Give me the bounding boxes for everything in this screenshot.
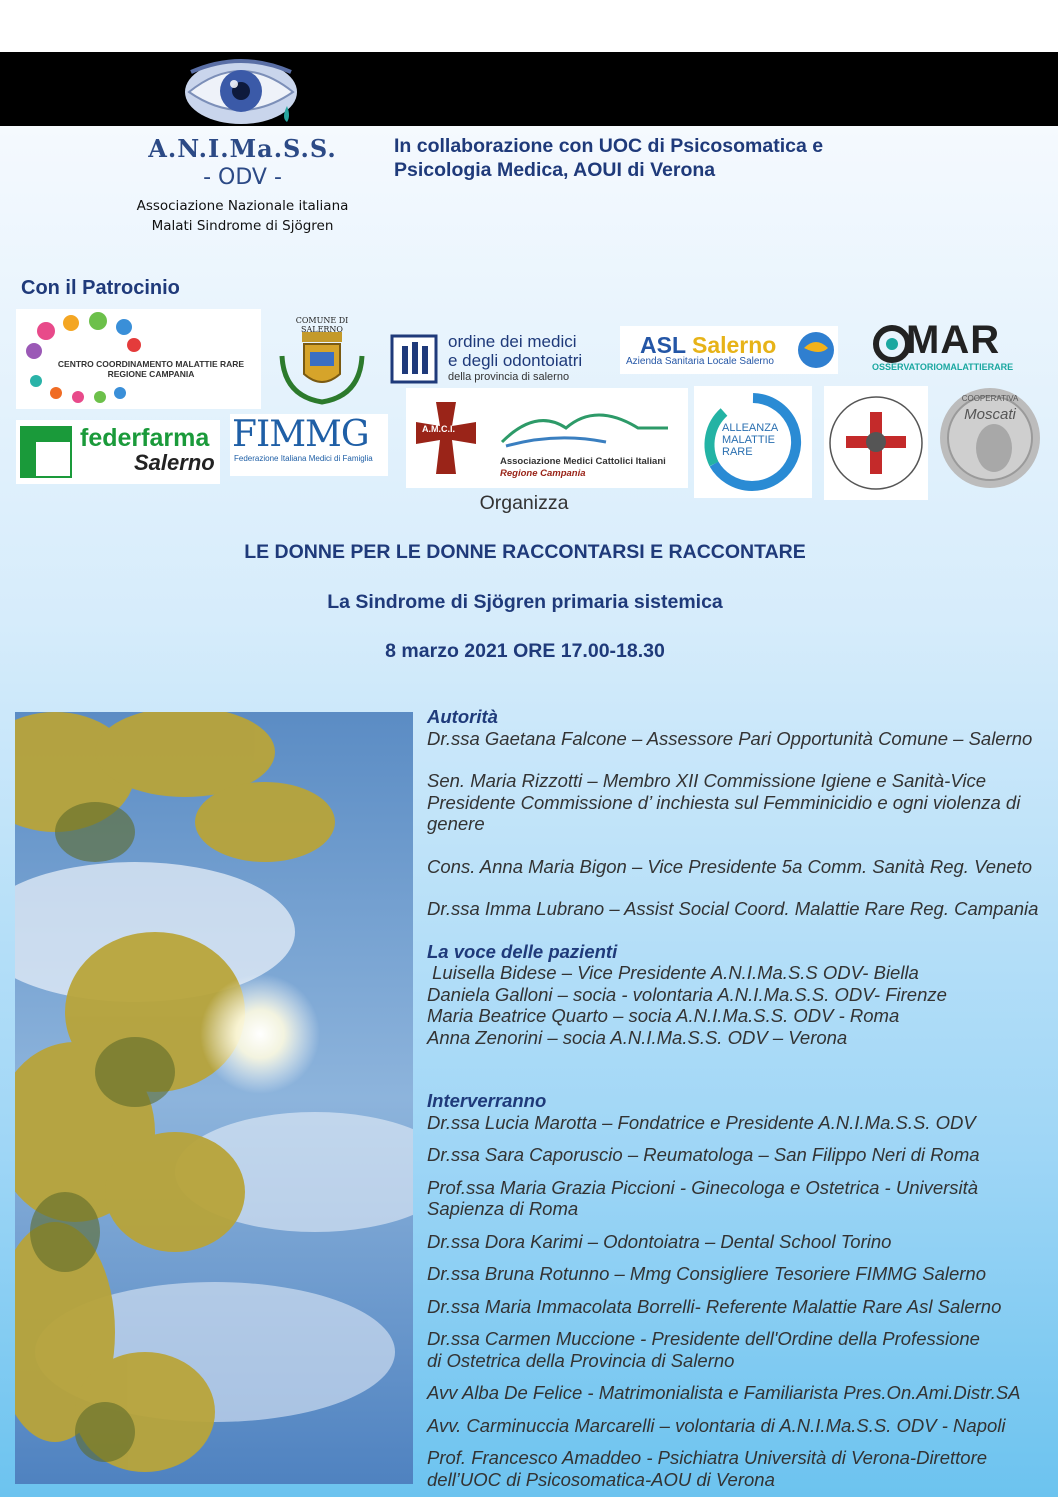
ordine-ostetrica-logo — [824, 386, 928, 500]
patrocinio-label: Con il Patrocinio — [21, 277, 180, 299]
association-line-2: Malati Sindrome di Sjögren — [151, 218, 334, 234]
speaker-item: Sapienza di Roma — [427, 1198, 579, 1219]
speaker-item: Dr.ssa Maria Immacolata Borrelli- Referente Malattie Rare Asl Salerno — [427, 1295, 1002, 1317]
fimmg-logo — [230, 414, 388, 476]
autorita-item: Dr.ssa Gaetana Falcone – Assessore Pari Opportunità Comune – Salerno — [427, 727, 1033, 749]
moscati-name: Moscati — [964, 406, 1016, 423]
ordine-line-2: e degli odontoiatri — [448, 351, 583, 370]
amci-logo — [406, 388, 688, 488]
autorita-heading: Autorità — [427, 706, 498, 727]
ordine-icon — [390, 330, 440, 386]
asl-salerno-logo — [620, 326, 838, 374]
moscati-logo — [938, 386, 1042, 492]
ostetrica-seal-icon — [824, 386, 928, 500]
asl-word: ASL — [640, 332, 692, 358]
ordine-line-3: della provincia di salerno — [448, 371, 570, 383]
ccmr-line-1: CENTRO COORDINAMENTO MALATTIE RARE — [57, 359, 245, 369]
interverranno-heading: Interverranno — [427, 1090, 547, 1111]
organizza-label: Organizza — [479, 492, 569, 514]
association-line-1: Associazione Nazionale italiana — [136, 198, 349, 214]
asl-subtitle: Azienda Sanitaria Locale Salerno — [626, 356, 774, 367]
speaker-item: dell’UOC di Psicosomatica-AOU di Verona — [427, 1468, 775, 1490]
top-margin — [0, 0, 1058, 52]
speaker-item: Dr.ssa Carmen Muccione - Presidente dell'Ordine della Professione — [427, 1328, 980, 1349]
eye-logo-icon — [185, 58, 301, 126]
collaboration-text — [394, 134, 823, 182]
ccmr-logo — [16, 309, 261, 409]
omar-logo — [868, 318, 1020, 374]
comune-salerno-logo — [274, 316, 370, 406]
ordine-line-1: ordine dei medici — [448, 332, 577, 351]
pazienti-item: Anna Zenorini – socia A.N.I.Ma.S.S. ODV – Verona — [427, 1026, 848, 1048]
amci-region: Regione Campania — [500, 468, 586, 479]
speaker-item: Avv Alba De Felice - Matrimonialista e Familiarista Pres.On.Ami.Distr.SA — [427, 1382, 1021, 1403]
fimmg-subtitle: Federazione Italiana Medici di Famiglia — [234, 454, 373, 463]
alleanza-line-1: ALLEANZA — [722, 422, 779, 434]
ordine-text — [448, 332, 582, 384]
ordine-medici-logo — [390, 330, 595, 388]
speaker-item: Dr.ssa Bruna Rotunno – Mmg Consigliere Tesoriere FIMMG Salerno — [427, 1263, 986, 1284]
association-name: A.N.I.Ma.S.S. — [148, 134, 337, 163]
speaker-item: Dr.ssa Lucia Marotta – Fondatrice e Presidente A.N.I.Ma.S.S. ODV — [427, 1111, 976, 1133]
omar-title: MAR — [906, 318, 1001, 362]
speaker-item: di Ostetrica della Provincia di Salerno — [427, 1349, 735, 1371]
autorita-item: Dr.ssa Imma Lubrano – Assist Social Coord. Malattie Rare Reg. Campania — [427, 898, 1039, 919]
federfarma-logo — [16, 420, 220, 484]
alleanza-line-2: MALATTIE — [722, 434, 775, 446]
collaboration-line-1: In collaborazione con UOC di Psicosomatica e — [394, 135, 824, 157]
federfarma-icon — [16, 420, 76, 484]
event-date: 8 marzo 2021 ORE 17.00-18.30 — [385, 640, 665, 662]
speaker-item: Dr.ssa Sara Caporuscio – Reumatologa – San Filippo Neri di Roma — [427, 1144, 980, 1165]
speaker-item: Dr.ssa Dora Karimi – Odontoiatra – Dental School Torino — [427, 1230, 892, 1252]
autorita-item: Cons. Anna Maria Bigon – Vice Presidente 5a Comm. Sanità Reg. Veneto — [427, 855, 1033, 877]
asl-salerno-word: Salerno — [691, 332, 777, 358]
pazienti-item: Maria Beatrice Quarto – socia A.N.I.Ma.S.S. ODV - Roma — [427, 1005, 900, 1026]
association-block — [120, 134, 365, 236]
amci-name: Associazione Medici Cattolici Italiani — [500, 456, 666, 467]
pazienti-heading: La voce delle pazienti — [427, 940, 618, 962]
comune-text: COMUNE DI SALERNO — [295, 316, 349, 334]
fimmg-title: FIMMG — [232, 414, 369, 455]
alleanza-line-3: RARE — [722, 446, 753, 458]
event-subtitle: La Sindrome di Sjögren primaria sistemica — [327, 591, 723, 613]
pazienti-item: Luisella Bidese – Vice Presidente A.N.I.Ma.S.S ODV- Biella — [427, 962, 919, 983]
alleanza-text — [722, 422, 778, 458]
ccmr-line-2: REGIONE CAMPANIA — [107, 369, 195, 379]
speaker-item: Avv. Carminuccia Marcarelli – volontaria di A.N.I.Ma.S.S. ODV - Napoli — [427, 1414, 1006, 1436]
association-odv: - ODV - — [203, 165, 282, 190]
pazienti-item: Daniela Galloni – socia - volontaria A.N.I.Ma.S.S. ODV- Firenze — [427, 983, 947, 1005]
speaker-item: Prof.ssa Maria Grazia Piccioni - Ginecologa e Ostetrica - Università — [427, 1176, 979, 1198]
federfarma-city: Salerno — [134, 450, 215, 475]
amci-acronym: A.M.C.I. — [422, 424, 455, 434]
moscati-coop: COOPERATIVA — [961, 394, 1019, 403]
omar-subtitle: OSSERVATORIOMALATTIERARE — [872, 362, 1014, 372]
header-bar — [0, 52, 1058, 126]
globe-icon — [620, 326, 838, 374]
mimosa-photo — [15, 712, 413, 1484]
speaker-item: Prof. Francesco Amaddeo - Psichiatra Università di Verona-Direttore — [427, 1447, 988, 1468]
alleanza-logo — [694, 386, 812, 498]
program — [427, 706, 1052, 1490]
federfarma-title: federfarma — [80, 424, 210, 452]
collaboration-line-2: Psicologia Medica, AOUI di Verona — [394, 159, 716, 181]
autorita-item: Sen. Maria Rizzotti – Membro XII Commissione Igiene e Sanità-Vice — [427, 770, 987, 791]
autorita-item: Presidente Commissione d’ inchiesta sul Femminicidio e ogni violenza di — [427, 791, 1021, 813]
ccmr-text — [46, 359, 256, 379]
autorita-item: genere — [427, 813, 485, 834]
event-title: LE DONNE PER LE DONNE RACCONTARSI E RACCONTARE — [244, 541, 806, 563]
